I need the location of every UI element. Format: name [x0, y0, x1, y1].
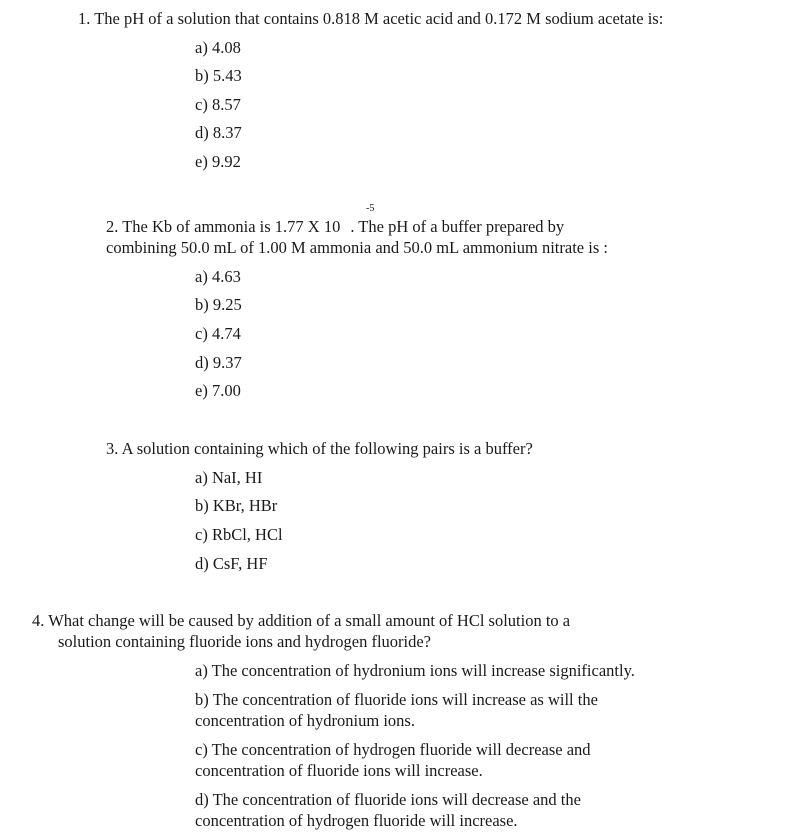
question-2-option-d: d) 9.37 [195, 353, 242, 372]
question-4-option-a: a) The concentration of hydronium ions will increase significantly. [195, 661, 635, 680]
question-4-option-d-line2: concentration of hydrogen fluoride will increase. [195, 811, 518, 830]
question-2-exponent: -5 [366, 203, 375, 214]
question-2-stem-line2: combining 50.0 mL of 1.00 M ammonia and 50.0 mL ammonium nitrate is : [106, 238, 608, 257]
question-3-option-b: b) KBr, HBr [195, 496, 278, 515]
question-1-option-b: b) 5.43 [195, 66, 242, 85]
question-2-stem-part2: . The pH of a buffer prepared by [350, 217, 565, 236]
question-2-option-e: e) 7.00 [195, 381, 241, 400]
question-2-option-a: a) 4.63 [195, 267, 241, 286]
question-3-stem: 3. A solution containing which of the following pairs is a buffer? [106, 439, 533, 458]
question-1-option-c: c) 8.57 [195, 95, 241, 114]
question-2-option-b: b) 9.25 [195, 295, 242, 314]
question-3-option-a: a) NaI, HI [195, 468, 263, 487]
question-1-option-e: e) 9.92 [195, 152, 241, 171]
question-2-stem-line1 [106, 217, 564, 237]
question-3-option-c: c) RbCl, HCl [195, 525, 283, 544]
question-4-option-b-line1: b) The concentration of fluoride ions will increase as will the [195, 690, 598, 709]
question-4-stem-line2: solution containing fluoride ions and hydrogen fluoride? [58, 632, 432, 651]
question-4-option-c-line2: concentration of fluoride ions will increase. [195, 761, 483, 780]
question-1-option-a: a) 4.08 [195, 38, 241, 57]
question-1-option-d: d) 8.37 [195, 123, 242, 142]
question-1-stem: 1. The pH of a solution that contains 0.818 M acetic acid and 0.172 M sodium acetate is: [78, 9, 664, 28]
question-4-option-d-line1: d) The concentration of fluoride ions will decrease and the [195, 790, 581, 809]
question-3-option-d: d) CsF, HF [195, 554, 268, 573]
question-4-option-b-line2: concentration of hydronium ions. [195, 711, 415, 730]
question-4-stem-line1: 4. What change will be caused by addition of a small amount of HCl solution to a [32, 611, 571, 630]
question-4-option-c-line1: c) The concentration of hydrogen fluoride will decrease and [195, 740, 591, 759]
question-2-stem-part1: 2. The Kb of ammonia is 1.77 X 10 [106, 217, 341, 236]
question-2-option-c: c) 4.74 [195, 324, 241, 343]
